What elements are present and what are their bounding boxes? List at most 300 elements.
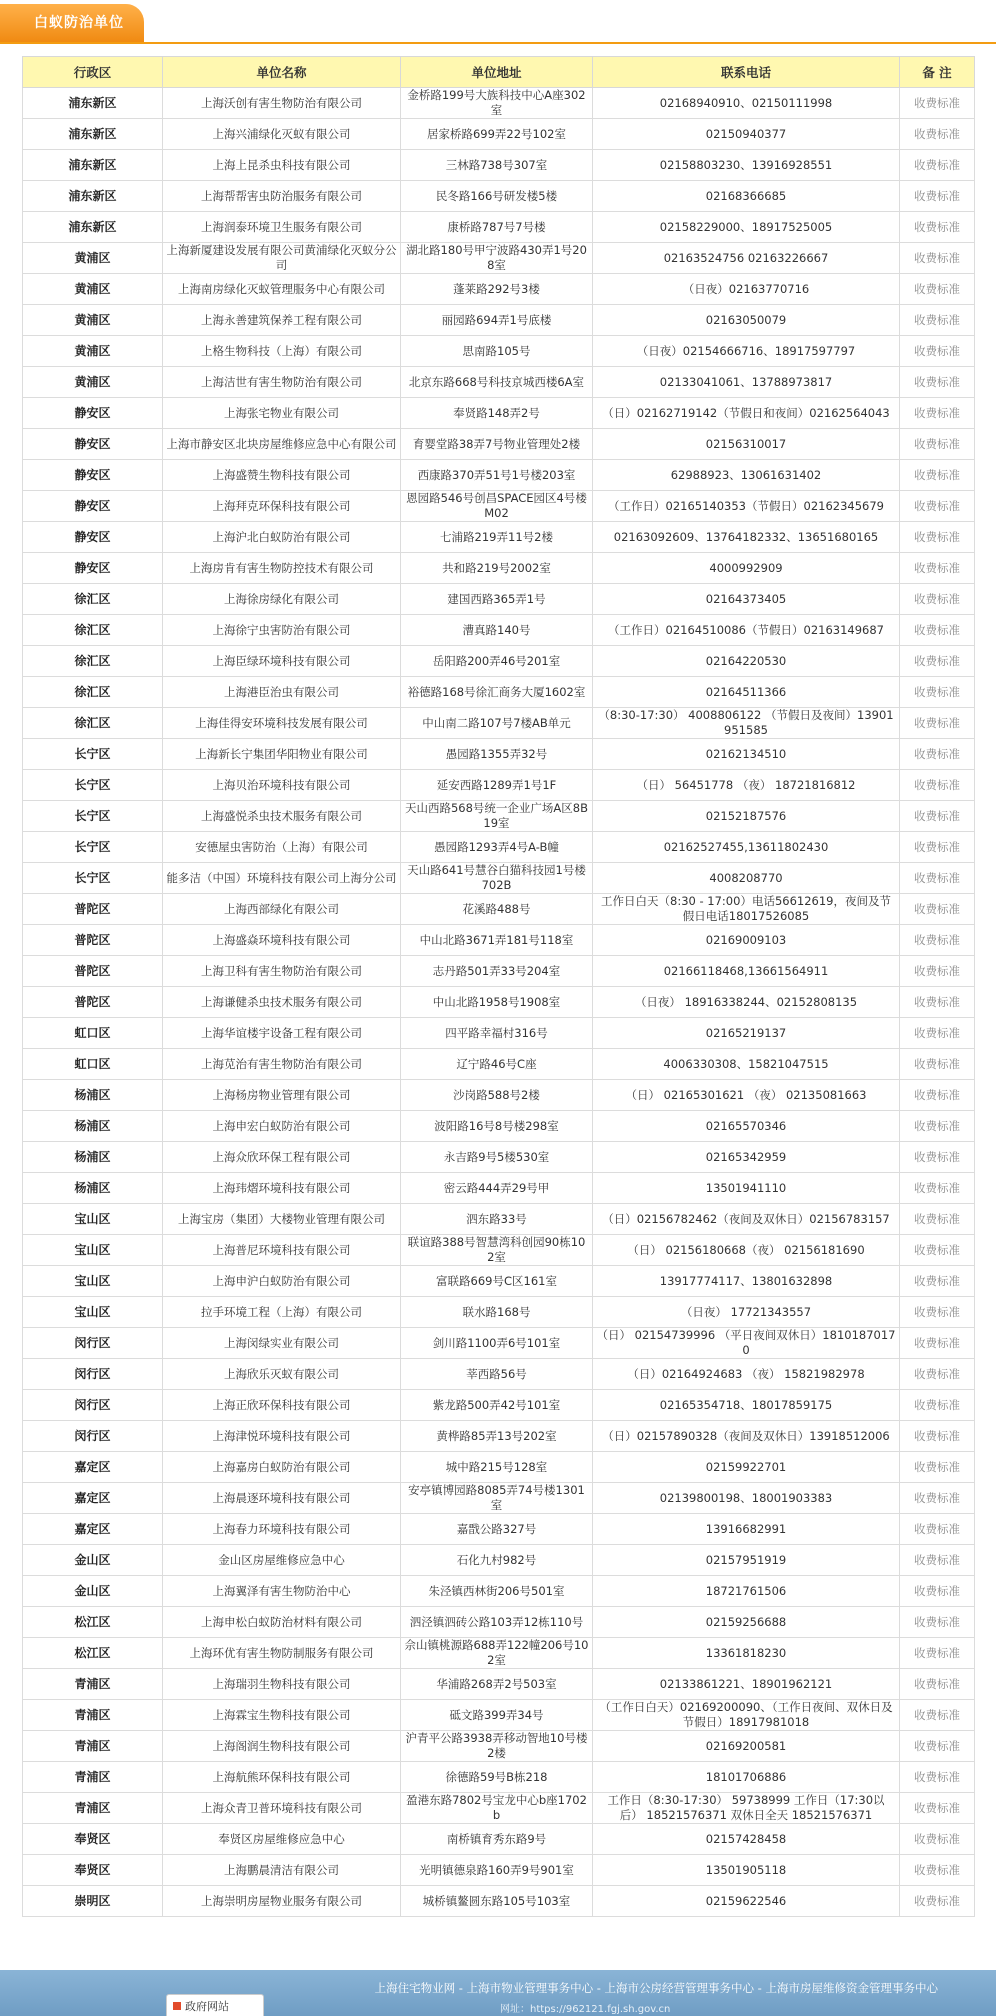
phone-cell: 18101706886 [593, 1762, 900, 1793]
address-cell: 泗泾镇泗砖公路103弄12栋110号 [401, 1607, 593, 1638]
phone-cell: 工作日（8:30-17:30） 59738999 工作日（17:30以后） 18521576371 双休日全天 18521576371 [593, 1793, 900, 1824]
phone-cell: 02158229000、18917525005 [593, 212, 900, 243]
phone-cell: 02165570346 [593, 1111, 900, 1142]
district-cell: 静安区 [23, 553, 163, 584]
company-name-cell: 上海鹏晨清洁有限公司 [163, 1855, 401, 1886]
address-cell: 嘉戬公路327号 [401, 1514, 593, 1545]
fee-standard-link[interactable]: 收费标准 [900, 212, 975, 243]
fee-standard-link[interactable]: 收费标准 [900, 1390, 975, 1421]
fee-standard-link[interactable]: 收费标准 [900, 1762, 975, 1793]
phone-cell: 02164373405 [593, 584, 900, 615]
company-name-cell: 安德屋虫害防治（上海）有限公司 [163, 832, 401, 863]
address-cell: 泗东路33号 [401, 1204, 593, 1235]
address-cell: 中山北路3671弄181号118室 [401, 925, 593, 956]
termite-control-table-container [22, 56, 974, 1917]
district-cell: 浦东新区 [23, 212, 163, 243]
fee-standard-link[interactable]: 收费标准 [900, 894, 975, 925]
company-name-cell: 上海正欣环保科技有限公司 [163, 1390, 401, 1421]
table-row [23, 1173, 975, 1204]
address-cell: 沪青平公路3938弄移动智地10号楼2楼 [401, 1731, 593, 1762]
table-row [23, 1576, 975, 1607]
phone-cell: 02159256688 [593, 1607, 900, 1638]
company-name-cell: 上海津悦环境科技有限公司 [163, 1421, 401, 1452]
fee-standard-link[interactable]: 收费标准 [900, 615, 975, 646]
district-cell: 松江区 [23, 1607, 163, 1638]
fee-standard-link[interactable]: 收费标准 [900, 1328, 975, 1359]
fee-standard-link[interactable]: 收费标准 [900, 739, 975, 770]
district-cell: 杨浦区 [23, 1142, 163, 1173]
company-name-cell: 上海谦健杀虫技术服务有限公司 [163, 987, 401, 1018]
company-name-cell: 上海众欣环保工程有限公司 [163, 1142, 401, 1173]
address-cell: 永吉路9号5楼530室 [401, 1142, 593, 1173]
table-row [23, 119, 975, 150]
table-row [23, 522, 975, 553]
company-name-cell: 上海臣绿环境科技有限公司 [163, 646, 401, 677]
district-cell: 长宁区 [23, 801, 163, 832]
fee-standard-link[interactable]: 收费标准 [900, 1204, 975, 1235]
company-name-cell: 上海沃创有害生物防治有限公司 [163, 88, 401, 119]
company-name-cell: 拉手环境工程（上海）有限公司 [163, 1297, 401, 1328]
fee-standard-link[interactable]: 收费标准 [900, 646, 975, 677]
fee-standard-link[interactable]: 收费标准 [900, 119, 975, 150]
address-cell: 北京东路668号科技京城西楼6A室 [401, 367, 593, 398]
government-site-button[interactable] [166, 1994, 264, 2016]
company-name-cell: 上海港臣治虫有限公司 [163, 677, 401, 708]
phone-cell: 02162527455,13611802430 [593, 832, 900, 863]
phone-cell: （日）02156782462（夜间及双休日）02156783157 [593, 1204, 900, 1235]
fee-standard-link[interactable]: 收费标准 [900, 1266, 975, 1297]
district-cell: 金山区 [23, 1545, 163, 1576]
table-row [23, 1452, 975, 1483]
fee-standard-link[interactable]: 收费标准 [900, 584, 975, 615]
table-row [23, 274, 975, 305]
company-name-cell: 上海上昆杀虫科技有限公司 [163, 150, 401, 181]
district-cell: 青浦区 [23, 1793, 163, 1824]
address-cell: 密云路444弄29号甲 [401, 1173, 593, 1204]
phone-cell: 02168940910、02150111998 [593, 88, 900, 119]
phone-cell: 4006330308、15821047515 [593, 1049, 900, 1080]
company-name-cell: 上海申宏白蚁防治有限公司 [163, 1111, 401, 1142]
company-name-cell: 上海晨逐环境科技有限公司 [163, 1483, 401, 1514]
address-cell: 徐德路59号B栋218 [401, 1762, 593, 1793]
fee-standard-link[interactable]: 收费标准 [900, 1607, 975, 1638]
address-cell: 建国西路365弄1号 [401, 584, 593, 615]
district-cell: 奉贤区 [23, 1855, 163, 1886]
district-cell: 徐汇区 [23, 646, 163, 677]
district-cell: 长宁区 [23, 863, 163, 894]
company-name-cell: 上海宝房（集团）大楼物业管理有限公司 [163, 1204, 401, 1235]
column-header-district: 行政区 [23, 57, 163, 88]
company-name-cell: 能多洁（中国）环境科技有限公司上海分公司 [163, 863, 401, 894]
fee-standard-link[interactable]: 收费标准 [900, 1886, 975, 1917]
fee-standard-link[interactable]: 收费标准 [900, 801, 975, 832]
fee-standard-link[interactable]: 收费标准 [900, 956, 975, 987]
company-name-cell: 上海西部绿化有限公司 [163, 894, 401, 925]
district-cell: 长宁区 [23, 739, 163, 770]
fee-standard-link[interactable]: 收费标准 [900, 460, 975, 491]
address-cell: 朱泾镇西林街206号501室 [401, 1576, 593, 1607]
table-row [23, 336, 975, 367]
fee-standard-link[interactable]: 收费标准 [900, 88, 975, 119]
table-row [23, 1545, 975, 1576]
table-row [23, 1483, 975, 1514]
phone-cell: 02158803230、13916928551 [593, 150, 900, 181]
address-cell: 裕德路168号徐汇商务大厦1602室 [401, 677, 593, 708]
address-cell: 志丹路501弄33号204室 [401, 956, 593, 987]
address-cell: 金桥路199号大族科技中心A座302室 [401, 88, 593, 119]
district-cell: 嘉定区 [23, 1452, 163, 1483]
site-footer [0, 1970, 996, 2016]
table-row [23, 1421, 975, 1452]
fee-standard-link[interactable]: 收费标准 [900, 274, 975, 305]
district-cell: 静安区 [23, 491, 163, 522]
fee-standard-link[interactable]: 收费标准 [900, 1235, 975, 1266]
company-name-cell: 上海玮熠环境科技有限公司 [163, 1173, 401, 1204]
address-cell: 共和路219号2002室 [401, 553, 593, 584]
gov-emblem-icon [173, 2002, 181, 2010]
fee-standard-link[interactable]: 收费标准 [900, 150, 975, 181]
table-row [23, 553, 975, 584]
address-cell: 思南路105号 [401, 336, 593, 367]
table-row [23, 1700, 975, 1731]
fee-standard-link[interactable]: 收费标准 [900, 1421, 975, 1452]
table-row [23, 1111, 975, 1142]
company-name-cell: 上海帮帮害虫防治服务有限公司 [163, 181, 401, 212]
phone-cell: 02152187576 [593, 801, 900, 832]
phone-cell: 02168366685 [593, 181, 900, 212]
phone-cell: 02163092609、13764182332、13651680165 [593, 522, 900, 553]
fee-standard-link[interactable]: 收费标准 [900, 1700, 975, 1731]
table-row [23, 1793, 975, 1824]
fee-standard-link[interactable]: 收费标准 [900, 1793, 975, 1824]
company-name-cell: 上海市静安区北块房屋维修应急中心有限公司 [163, 429, 401, 460]
company-name-cell: 上海航熊环保科技有限公司 [163, 1762, 401, 1793]
district-cell: 长宁区 [23, 832, 163, 863]
district-cell: 杨浦区 [23, 1080, 163, 1111]
address-cell: 石化九村982号 [401, 1545, 593, 1576]
company-name-cell: 上海普尼环境科技有限公司 [163, 1235, 401, 1266]
fee-standard-link[interactable]: 收费标准 [900, 1855, 975, 1886]
fee-standard-link[interactable]: 收费标准 [900, 553, 975, 584]
district-cell: 静安区 [23, 398, 163, 429]
district-cell: 普陀区 [23, 894, 163, 925]
address-cell: 居家桥路699弄22号102室 [401, 119, 593, 150]
fee-standard-link[interactable]: 收费标准 [900, 1576, 975, 1607]
company-name-cell: 上海永善建筑保养工程有限公司 [163, 305, 401, 336]
fee-standard-link[interactable]: 收费标准 [900, 1142, 975, 1173]
phone-cell: 4008208770 [593, 863, 900, 894]
table-row [23, 646, 975, 677]
company-name-cell: 上海霖宝生物科技有限公司 [163, 1700, 401, 1731]
address-cell: 恩园路546号创昌SPACE园区4号楼M02 [401, 491, 593, 522]
fee-standard-link[interactable]: 收费标准 [900, 1545, 975, 1576]
company-name-cell: 上海卫科有害生物防治有限公司 [163, 956, 401, 987]
district-cell: 宝山区 [23, 1204, 163, 1235]
fee-standard-link[interactable]: 收费标准 [900, 1018, 975, 1049]
government-site-label: 政府网站 [185, 2000, 229, 2013]
address-cell: 四平路幸福村316号 [401, 1018, 593, 1049]
address-cell: 天山路641号慧谷白猫科技园1号楼702B [401, 863, 593, 894]
fee-standard-link[interactable]: 收费标准 [900, 181, 975, 212]
fee-standard-link[interactable]: 收费标准 [900, 243, 975, 274]
district-cell: 虹口区 [23, 1018, 163, 1049]
company-name-cell: 上海华谊楼宇设备工程有限公司 [163, 1018, 401, 1049]
column-header-company: 单位名称 [163, 57, 401, 88]
fee-standard-link[interactable]: 收费标准 [900, 522, 975, 553]
phone-cell: 02165342959 [593, 1142, 900, 1173]
company-name-cell: 上海佳得安环境科技发展有限公司 [163, 708, 401, 739]
table-row [23, 1142, 975, 1173]
table-row [23, 1297, 975, 1328]
table-row [23, 894, 975, 925]
district-cell: 静安区 [23, 460, 163, 491]
table-row [23, 305, 975, 336]
address-cell: 佘山镇桃源路688弄122幢206号102室 [401, 1638, 593, 1669]
phone-cell: 13501941110 [593, 1173, 900, 1204]
table-row [23, 863, 975, 894]
fee-standard-link[interactable]: 收费标准 [900, 1514, 975, 1545]
district-cell: 奉贤区 [23, 1824, 163, 1855]
company-name-cell: 上格生物科技（上海）有限公司 [163, 336, 401, 367]
phone-cell: 02133041061、13788973817 [593, 367, 900, 398]
district-cell: 闵行区 [23, 1328, 163, 1359]
company-name-cell: 上海润泰环境卫生服务有限公司 [163, 212, 401, 243]
fee-standard-link[interactable]: 收费标准 [900, 1111, 975, 1142]
phone-cell: 02159922701 [593, 1452, 900, 1483]
phone-cell: 02166118468,13661564911 [593, 956, 900, 987]
phone-cell: 02163524756 02163226667 [593, 243, 900, 274]
phone-cell: 02165354718、18017859175 [593, 1390, 900, 1421]
address-cell: 联水路168号 [401, 1297, 593, 1328]
company-name-cell: 上海张宅物业有限公司 [163, 398, 401, 429]
section-header-bar [0, 0, 996, 44]
table-row [23, 1638, 975, 1669]
phone-cell: （日） 02156180668（夜） 02156181690 [593, 1235, 900, 1266]
district-cell: 普陀区 [23, 956, 163, 987]
district-cell: 嘉定区 [23, 1514, 163, 1545]
phone-cell: 13916682991 [593, 1514, 900, 1545]
table-row [23, 925, 975, 956]
address-cell: 城中路215号128室 [401, 1452, 593, 1483]
fee-standard-link[interactable]: 收费标准 [900, 1669, 975, 1700]
table-row [23, 429, 975, 460]
fee-standard-link[interactable]: 收费标准 [900, 863, 975, 894]
table-row [23, 739, 975, 770]
district-cell: 闵行区 [23, 1390, 163, 1421]
phone-cell: 02164220530 [593, 646, 900, 677]
district-cell: 浦东新区 [23, 88, 163, 119]
fee-standard-link[interactable]: 收费标准 [900, 1359, 975, 1390]
fee-standard-link[interactable]: 收费标准 [900, 491, 975, 522]
phone-cell: 4000992909 [593, 553, 900, 584]
fee-standard-link[interactable]: 收费标准 [900, 987, 975, 1018]
address-cell: 波阳路16号8号楼298室 [401, 1111, 593, 1142]
district-cell: 普陀区 [23, 925, 163, 956]
fee-standard-link[interactable]: 收费标准 [900, 305, 975, 336]
address-cell: 光明镇德泉路160弄9号901室 [401, 1855, 593, 1886]
address-cell: 华浦路268弄2号503室 [401, 1669, 593, 1700]
address-cell: 沙岗路588号2楼 [401, 1080, 593, 1111]
fee-standard-link[interactable]: 收费标准 [900, 398, 975, 429]
company-name-cell: 上海盛焱环境科技有限公司 [163, 925, 401, 956]
fee-standard-link[interactable]: 收费标准 [900, 708, 975, 739]
phone-cell: （日）02157890328（夜间及双休日）13918512006 [593, 1421, 900, 1452]
table-row [23, 708, 975, 739]
company-name-cell: 上海房肯有害生物防控技术有限公司 [163, 553, 401, 584]
phone-cell: （工作日）02164510086（节假日）02163149687 [593, 615, 900, 646]
phone-cell: 02165219137 [593, 1018, 900, 1049]
fee-standard-link[interactable]: 收费标准 [900, 1483, 975, 1514]
fee-standard-link[interactable]: 收费标准 [900, 1173, 975, 1204]
district-cell: 静安区 [23, 522, 163, 553]
table-row [23, 181, 975, 212]
address-cell: 育婴堂路38弄7号物业管理处2楼 [401, 429, 593, 460]
fee-standard-link[interactable]: 收费标准 [900, 1297, 975, 1328]
company-name-cell: 上海申松白蚁防治材料有限公司 [163, 1607, 401, 1638]
phone-cell: （日）02164924683 （夜） 15821982978 [593, 1359, 900, 1390]
table-row [23, 1762, 975, 1793]
district-cell: 宝山区 [23, 1266, 163, 1297]
fee-standard-link[interactable]: 收费标准 [900, 1049, 975, 1080]
district-cell: 徐汇区 [23, 708, 163, 739]
table-row [23, 956, 975, 987]
fee-standard-link[interactable]: 收费标准 [900, 1452, 975, 1483]
phone-cell: 02157428458 [593, 1824, 900, 1855]
company-name-cell: 上海欣乐灭蚁有限公司 [163, 1359, 401, 1390]
company-name-cell: 上海崇明房屋物业服务有限公司 [163, 1886, 401, 1917]
company-name-cell: 上海环优有害生物防制服务有限公司 [163, 1638, 401, 1669]
fee-standard-link[interactable]: 收费标准 [900, 677, 975, 708]
table-row [23, 491, 975, 522]
fee-standard-link[interactable]: 收费标准 [900, 925, 975, 956]
termite-control-table [22, 56, 975, 1917]
address-cell: 联谊路388号智慧湾科创园90栋102室 [401, 1235, 593, 1266]
table-row [23, 1235, 975, 1266]
fee-standard-link[interactable]: 收费标准 [900, 336, 975, 367]
table-row [23, 584, 975, 615]
address-cell: 民冬路166号研发楼5楼 [401, 181, 593, 212]
address-cell: 奉贤路148弄2号 [401, 398, 593, 429]
phone-cell: （工作日白天）02169200090、（工作日夜间、双休日及节假日）18917981018 [593, 1700, 900, 1731]
company-name-cell: 上海申沪白蚁防治有限公司 [163, 1266, 401, 1297]
district-cell: 杨浦区 [23, 1173, 163, 1204]
table-row [23, 615, 975, 646]
address-cell: 紫龙路500弄42号101室 [401, 1390, 593, 1421]
column-header-note: 备 注 [900, 57, 975, 88]
table-row [23, 832, 975, 863]
table-row [23, 1204, 975, 1235]
company-name-cell: 金山区房屋维修应急中心 [163, 1545, 401, 1576]
phone-cell: 02163050079 [593, 305, 900, 336]
fee-standard-link[interactable]: 收费标准 [900, 1731, 975, 1762]
district-cell: 普陀区 [23, 987, 163, 1018]
table-row [23, 460, 975, 491]
table-row [23, 88, 975, 119]
phone-cell: 13501905118 [593, 1855, 900, 1886]
district-cell: 虹口区 [23, 1049, 163, 1080]
address-cell: 愚园路1293弄4号A-B幢 [401, 832, 593, 863]
district-cell: 黄浦区 [23, 367, 163, 398]
phone-cell: （日） 02154739996 （平日夜间双休日）18101870170 [593, 1328, 900, 1359]
table-row [23, 1886, 975, 1917]
table-row [23, 243, 975, 274]
phone-cell: 02159622546 [593, 1886, 900, 1917]
fee-standard-link[interactable]: 收费标准 [900, 1080, 975, 1111]
district-cell: 黄浦区 [23, 305, 163, 336]
phone-cell: 02156310017 [593, 429, 900, 460]
table-row [23, 1328, 975, 1359]
address-cell: 富联路669号C区161室 [401, 1266, 593, 1297]
address-cell: 莘西路56号 [401, 1359, 593, 1390]
company-name-cell: 奉贤区房屋维修应急中心 [163, 1824, 401, 1855]
table-row [23, 367, 975, 398]
phone-cell: 02169009103 [593, 925, 900, 956]
address-cell: 漕真路140号 [401, 615, 593, 646]
fee-standard-link[interactable]: 收费标准 [900, 429, 975, 460]
table-header-row [23, 57, 975, 88]
company-name-cell: 上海盛悦杀虫技术服务有限公司 [163, 801, 401, 832]
address-cell: 延安西路1289弄1号1F [401, 770, 593, 801]
table-row [23, 1390, 975, 1421]
fee-standard-link[interactable]: 收费标准 [900, 367, 975, 398]
phone-cell: （日） 02165301621 （夜） 02135081663 [593, 1080, 900, 1111]
district-cell: 黄浦区 [23, 243, 163, 274]
phone-cell: 18721761506 [593, 1576, 900, 1607]
district-cell: 长宁区 [23, 770, 163, 801]
address-cell: 城桥镇鳌圆东路105号103室 [401, 1886, 593, 1917]
district-cell: 徐汇区 [23, 584, 163, 615]
address-cell: 南桥镇育秀东路9号 [401, 1824, 593, 1855]
fee-standard-link[interactable]: 收费标准 [900, 1638, 975, 1669]
district-cell: 浦东新区 [23, 119, 163, 150]
address-cell: 盈港东路7802号宝龙中心b座1702b [401, 1793, 593, 1824]
footer-links[interactable]: 上海住宅物业网 - 上海市物业管理事务中心 - 上海市公房经营管理事务中心 - 上海市房屋维修资金管理事务中心 [374, 1981, 938, 1995]
phone-cell: （日夜） 17721343557 [593, 1297, 900, 1328]
address-cell: 辽宁路46号C座 [401, 1049, 593, 1080]
company-name-cell: 上海贝治环境科技有限公司 [163, 770, 401, 801]
column-header-address: 单位地址 [401, 57, 593, 88]
phone-cell: 02162134510 [593, 739, 900, 770]
table-row [23, 1669, 975, 1700]
district-cell: 闵行区 [23, 1421, 163, 1452]
company-name-cell: 上海杨房物业管理有限公司 [163, 1080, 401, 1111]
address-cell: 湖北路180号甲宁波路430弄1号208室 [401, 243, 593, 274]
table-row [23, 801, 975, 832]
district-cell: 静安区 [23, 429, 163, 460]
company-name-cell: 上海翼泽有害生物防治中心 [163, 1576, 401, 1607]
table-row [23, 1080, 975, 1111]
address-cell: 砥文路399弄34号 [401, 1700, 593, 1731]
fee-standard-link[interactable]: 收费标准 [900, 770, 975, 801]
district-cell: 金山区 [23, 1576, 163, 1607]
company-name-cell: 上海洁世有害生物防治有限公司 [163, 367, 401, 398]
fee-standard-link[interactable]: 收费标准 [900, 832, 975, 863]
table-row [23, 1359, 975, 1390]
phone-cell: 13361818230 [593, 1638, 900, 1669]
company-name-cell: 上海嘉房白蚁防治有限公司 [163, 1452, 401, 1483]
address-cell: 剑川路1100弄6号101室 [401, 1328, 593, 1359]
company-name-cell: 上海闵绿实业有限公司 [163, 1328, 401, 1359]
address-cell: 七浦路219弄11号2楼 [401, 522, 593, 553]
company-name-cell: 上海春力环境科技有限公司 [163, 1514, 401, 1545]
phone-cell: （日）02162719142（节假日和夜间）02162564043 [593, 398, 900, 429]
table-row [23, 1731, 975, 1762]
phone-cell: 02150940377 [593, 119, 900, 150]
district-cell: 徐汇区 [23, 677, 163, 708]
fee-standard-link[interactable]: 收费标准 [900, 1824, 975, 1855]
phone-cell: 工作日白天（8:30 - 17:00）电话56612619，夜间及节假日电话18017526085 [593, 894, 900, 925]
company-name-cell: 上海徐房绿化有限公司 [163, 584, 401, 615]
